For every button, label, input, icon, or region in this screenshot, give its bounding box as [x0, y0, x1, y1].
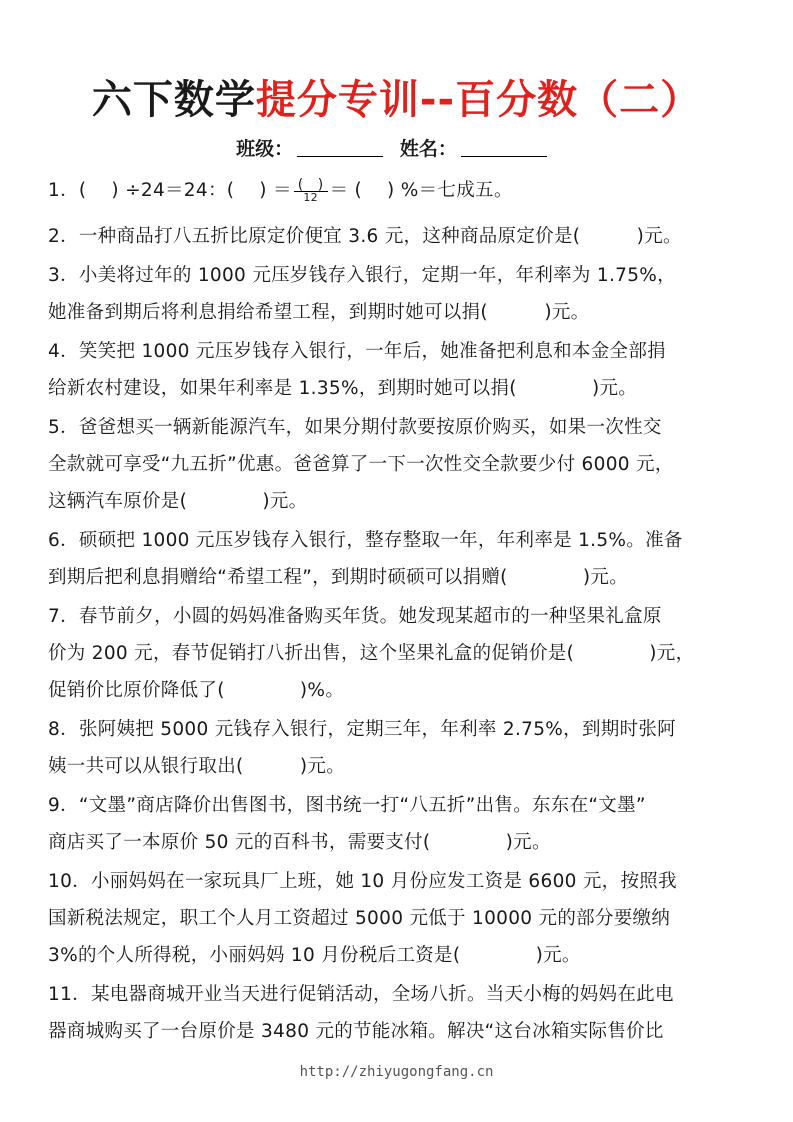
- question-line: 促销价比原价降低了( )%。: [48, 680, 345, 701]
- question-line: 3%的个人所得税，小丽妈妈 10 月份税后工资是( )元。: [48, 945, 581, 966]
- fraction: [294, 176, 328, 204]
- question-line: 价为 200 元，春节促销打八折出售，这个坚果礼盒的促销价是( )元，: [48, 643, 695, 664]
- footer-url: http://zhiyugongfang.cn: [299, 1064, 494, 1080]
- question-line: 6．硕硕把 1000 元压岁钱存入银行，整存整取一年，年利率是 1.5%。准备: [48, 530, 683, 551]
- question-line: 2．一种商品打八五折比原定价便宜 3.6 元，这种商品原定价是( )元。: [48, 226, 682, 247]
- question-1: [48, 176, 748, 204]
- question-line: 姨一共可以从银行取出( )元。: [48, 756, 346, 777]
- fraction-numerator: ( ): [294, 179, 328, 192]
- q1-before: 1．( ) ÷24＝24：( ) ＝: [48, 180, 292, 201]
- question-line: 4．笑笑把 1000 元压岁钱存入银行，一年后，她准备把利息和本金全部捐: [48, 341, 666, 362]
- question-line: 7．春节前夕，小圆的妈妈准备购买年货。她发现某超市的一种坚果礼盒原: [48, 606, 662, 627]
- question-line: 国新税法规定，职工个人月工资超过 5000 元低于 10000 元的部分要缴纳: [48, 908, 671, 929]
- class-label: 班级：: [236, 138, 294, 160]
- question-line: 11．某电器商城开业当天进行促销活动，全场八折。当天小梅的妈妈在此电: [48, 984, 674, 1005]
- question-line: 8．张阿姨把 5000 元钱存入银行，定期三年，年利率 2.75%，到期时张阿: [48, 719, 676, 740]
- question-line: 到期后把利息捐赠给“希望工程”，到期时硕硕可以捐赠( )元。: [48, 567, 629, 588]
- question-line: 5．爸爸想买一辆新能源汽车，如果分期付款要按原价购买，如果一次性交: [48, 417, 662, 438]
- q1-after: ＝ ( ) %＝七成五。: [329, 180, 513, 201]
- question-line: 她准备到期后将利息捐给希望工程，到期时她可以捐( )元。: [48, 302, 590, 323]
- question-line: 全款就可享受“九五折”优惠。爸爸算了一下一次性交全款要少付 6000 元，: [48, 454, 674, 475]
- title-red-part: 提分专训--百分数（二）: [255, 77, 702, 123]
- page-title: [0, 68, 793, 125]
- question-line: 商店买了一本原价 50 元的百科书，需要支付( )元。: [48, 832, 551, 853]
- question-line: 这辆汽车原价是( )元。: [48, 491, 308, 512]
- name-blank[interactable]: [461, 156, 547, 157]
- name-bar: [0, 134, 793, 161]
- question-line: 3．小美将过年的 1000 元压岁钱存入银行，定期一年，年利率为 1.75%，: [48, 265, 676, 286]
- question-line: 10．小丽妈妈在一家玩具厂上班，她 10 月份应发工资是 6600 元，按照我: [48, 871, 677, 892]
- title-black-part: 六下数学: [91, 77, 256, 123]
- question-line: 器商城购买了一台原价是 3480 元的节能冰箱。解决“这台冰箱实际售价比: [48, 1021, 664, 1042]
- name-label: 姓名：: [399, 138, 457, 160]
- fraction-denominator: 12: [303, 190, 318, 204]
- question-line: 9．“文墨”商店降价出售图书，图书统一打“八五折”出售。东东在“文墨”: [48, 795, 646, 816]
- question-line: 给新农村建设，如果年利率是 1.35%，到期时她可以捐( )元。: [48, 378, 638, 399]
- class-blank[interactable]: [297, 156, 383, 157]
